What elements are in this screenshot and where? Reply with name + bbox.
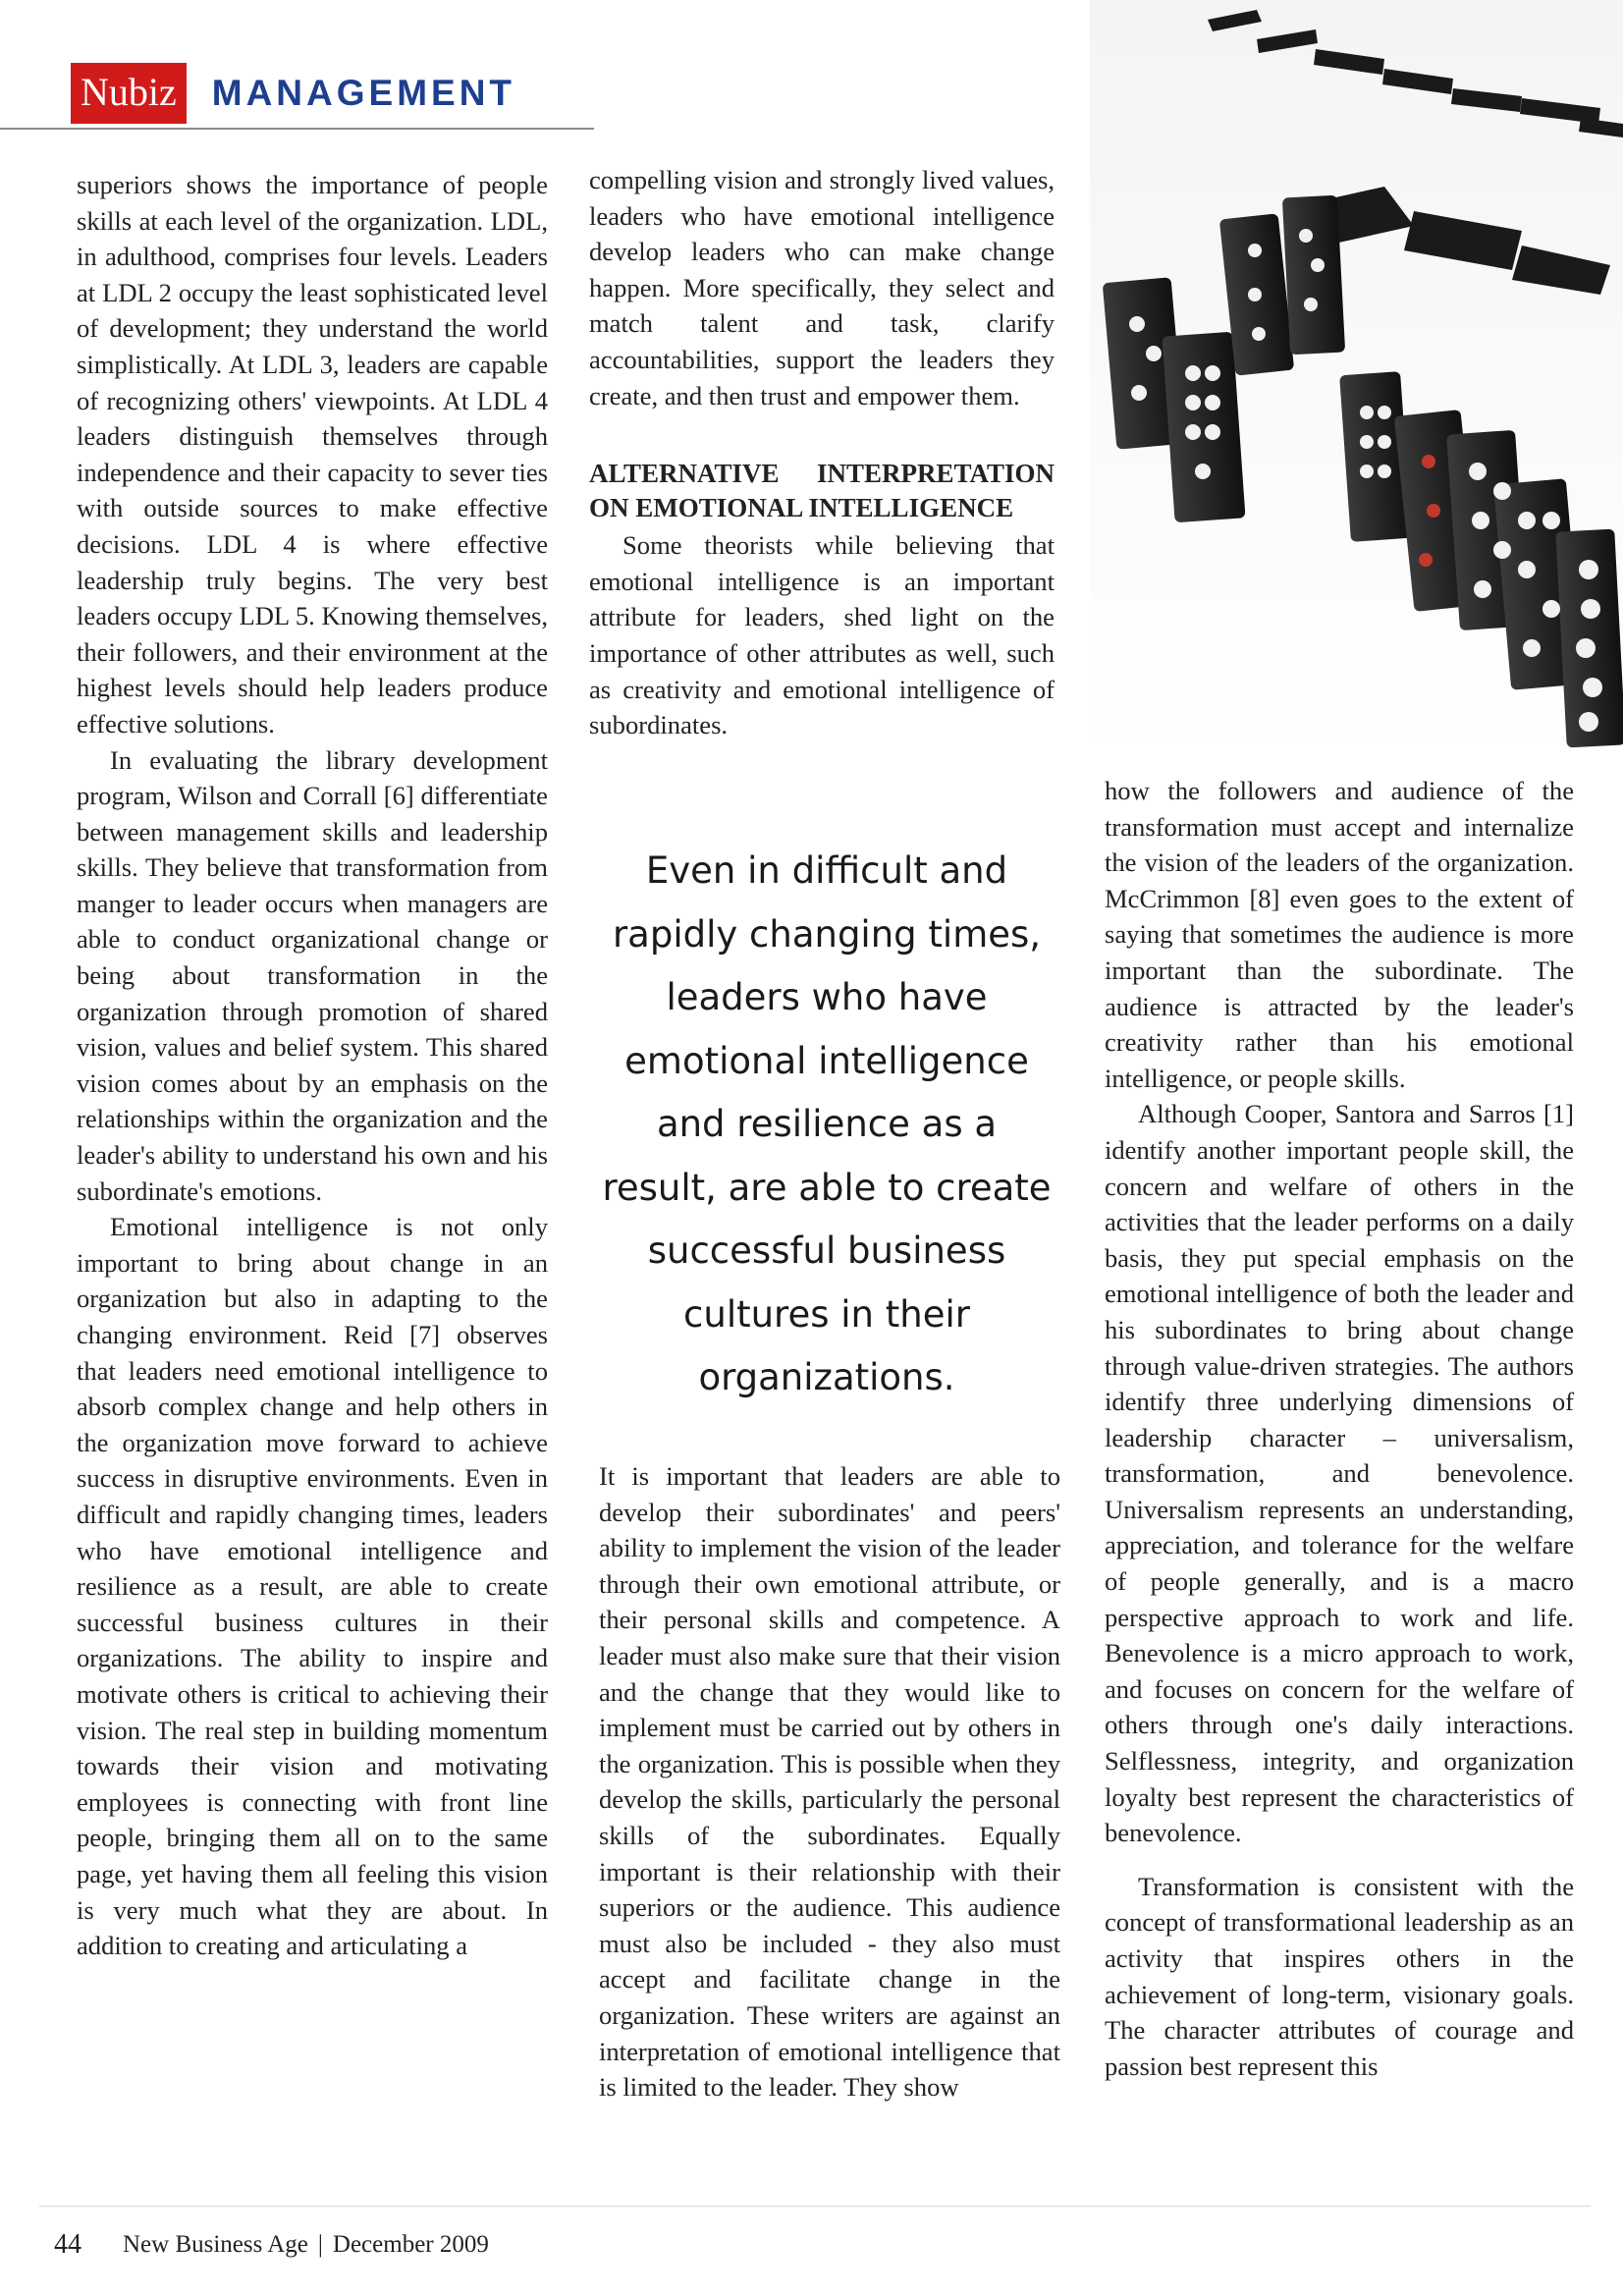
article-column-1: [77, 167, 548, 1964]
dominoes-image: [1090, 0, 1623, 756]
header-divider: [0, 128, 594, 130]
paragraph: Although Cooper, Santora and Sarros [1] identify another important people skill, the concern and welfare of others in the activities that the leader performs on a daily basis, they put special emphasis on the emotional intelligence of both the leader and his subordinates to bring about change through value-driven strategies. The authors identify three underlying dimensions of leadership character – universalism, transformation, and benevolence. Universalism represents an understanding, appreciation, and tolerance for the welfare of people generally, and is a macro perspective approach to work and life. Benevolence is a micro approach to work, and focuses on concern for the welfare of others through one's daily interactions. Selflessness, integrity, and organization loyalty best represent the characteristics of benevolence.: [1105, 1099, 1574, 1848]
footer-separator: |: [317, 2231, 323, 2258]
page-header: [71, 61, 515, 126]
paragraph: It is important that leaders are able to develop their subordinates' and peers' ability to implement the vision of the leader through their own emotional attribute, or their personal skills and competence. A leader must also make sure that their vision and the change that they would like to implement must be carried out by others in the organization. This is possible when they develop the skills, particularly the personal skills of the subordinates. Equally important is their relationship with their superiors or the audience. This audience must also be included - they also must accept and facilitate change in the organization. These writers are against an interpretation of emotional intelligence that is limited to the leader. They show: [599, 1461, 1060, 2103]
paragraph: how the followers and audience of the transformation must accept and internalize the vision of the leaders of the organization. McCrimmon [8] even goes to the extent of saying that sometimes the audience is more important than the subordinate. The audience is attracted by the leader's creativity rather than his emotional intelligence, or people skills.: [1105, 776, 1574, 1093]
page-footer: [54, 2229, 489, 2261]
paragraph: Some theorists while believing that emotional intelligence is an important attribute for leaders, shed light on the importance of other attributes as well, such as creativity and emotional intelligence of subordinates.: [589, 530, 1055, 740]
paragraph: Emotional intelligence is not only important to bring about change in an organization but also in adapting to the changing environment. Reid [7] observes that leaders need emotional intelligence to absorb complex change and help others in the organization move forward to achieve success in disruptive environments. Even in difficult and rapidly changing times, leaders who have emotional intelligence and resilience as a result, are able to create successful business cultures in their organizations. The ability to inspire and motivate others is critical to achieving their vision. The real step in building momentum towards their vision and motivating employees is connecting with front line people, bringing them all on to the same page, yet having them all feeling this vision is very much what they are about. In addition to creating and articulating a: [77, 1212, 548, 1961]
section-subheading: ALTERNATIVE INTERPRETATION ON EMOTIONAL INTELLIGENCE: [589, 459, 1055, 523]
issue-date: December 2009: [332, 2231, 489, 2258]
page-number: 44: [54, 2229, 81, 2260]
pull-quote: Even in difficult and rapidly changing times, leaders who have emotional intelligence and resilience as a result, are able to create successful business cultures in their organizations.: [602, 849, 1052, 1398]
paragraph: superiors shows the importance of people skills at each level of the organization. LDL, in adulthood, comprises four levels. Leaders at LDL 2 occupy the least sophisticated level of development; they understand the world simplistically. At LDL 3, leaders are capable of recognizing others' viewpoints. At LDL 4 leaders distinguish themselves through independence and their capacity to sever ties with outside sources to make effective decisions. LDL 4 is where effective leadership truly begins. The very best leaders occupy LDL 5. Knowing themselves, their followers, and their environment at the highest levels should help leaders produce effective solutions.: [77, 170, 548, 738]
paragraph: In evaluating the library development program, Wilson and Corrall [6] differentiate between management skills and leadership skills. They believe that transformation from manger to leader occurs when managers are able to conduct organizational change or being about transformation in the organization through promotion of shared vision, values and belief system. This shared vision comes about by an emphasis on the relationships within the organization and the leader's ability to understand his own and his subordinate's emotions.: [77, 744, 548, 1206]
section-title: MANAGEMENT: [211, 73, 516, 113]
article-column-3: [1105, 773, 1574, 2084]
article-column-2-continued: [599, 1458, 1060, 2105]
paragraph: Transformation is consistent with the concept of transformational leadership as an activity that inspires others in the achievement of long-term, visionary goals. The character attributes of courage and passion best represent this: [1105, 1871, 1574, 2081]
brand-logo: Nubiz: [71, 63, 187, 124]
article-column-2: [589, 162, 1055, 743]
publication-name: New Business Age: [123, 2231, 308, 2258]
footer-divider: [39, 2206, 1591, 2207]
paragraph: compelling vision and strongly lived values, leaders who have emotional intelligence develop leaders who can make change happen. More specifically, they select and match talent and task, clarify accountabilities, support the leaders they create, and then trust and empower them.: [589, 165, 1055, 410]
